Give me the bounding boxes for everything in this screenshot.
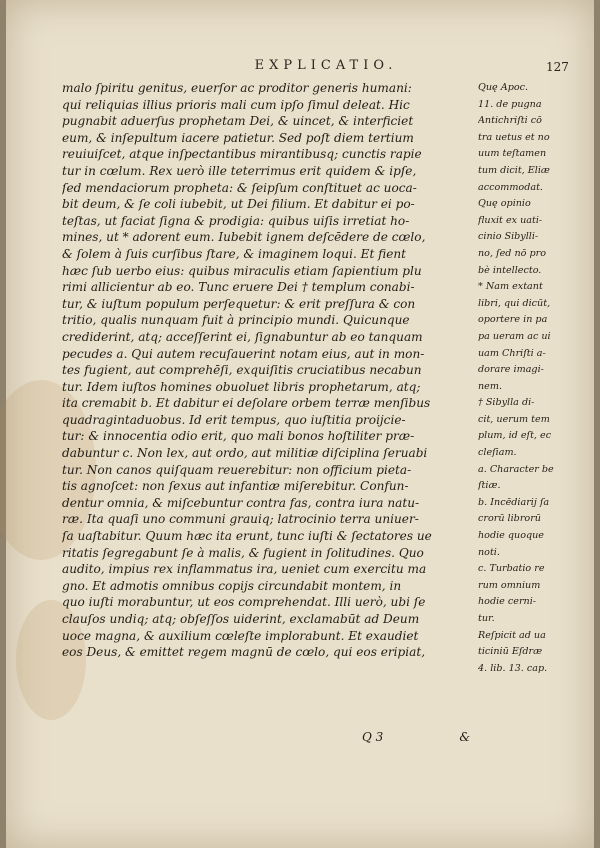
margin-note <box>478 80 590 196</box>
margin-note-line: nem. <box>478 380 503 392</box>
text-line: tur. Idem iuſtos homines obuoluet libris prophetarum, atq; <box>62 379 421 394</box>
text-line: ritatis ſegregabunt ſe à malis, & fugient in ſolitudines. Quo <box>62 545 424 560</box>
margin-note-line: plum, id eſt, ec <box>478 430 552 442</box>
margin-note <box>478 628 590 678</box>
margin-note <box>478 561 590 627</box>
margin-note-line: noti. <box>478 546 500 558</box>
margin-note <box>478 462 590 495</box>
text-line: tritio, qualis nunquam fuit à principio mundi. Quicunque <box>62 313 410 328</box>
margin-note-line: accommodat. <box>478 181 543 193</box>
text-line: hæc ſub uerbo eius: quibus miraculis etiam ſapientium plu <box>62 263 422 278</box>
margin-note-line: tur. <box>478 613 495 624</box>
text-line: mines, ut * adorent eum. Iubebit ignem deſcēdere de cœlo, <box>62 230 426 245</box>
text-line: tur: & innocentia odio erit, quo mali bonos hoſtiliter præ- <box>62 429 415 444</box>
margin-note-line: oportere in pa <box>478 314 548 326</box>
main-text-block <box>62 80 472 661</box>
text-line: pecudes a. Qui autem recuſauerint notam eius, aut in mon- <box>62 346 425 361</box>
margin-note-line: ticiniū Eſdræ <box>478 646 543 658</box>
text-line: ſa uaſtabitur. Quum hæc ita erunt, tunc iuſti & ſectatores ue <box>62 529 432 544</box>
running-title: EXPLICATIO. <box>254 58 398 73</box>
text-line: tur, & iuſtum populum perſequetur: & erit preſſura & con <box>62 296 416 311</box>
margin-note-line: fluxit ex uati- <box>478 214 543 226</box>
margin-note-line: Antichriſti cō <box>478 115 542 127</box>
text-line: pugnabit aduerſus prophetam Dei, & uincet, & interficiet <box>62 114 414 129</box>
text-line: tur. Non canos quiſquam reuerebitur: non officium pieta- <box>62 462 412 477</box>
margin-note-line: tum dicit, Eliæ <box>478 164 550 176</box>
text-line: dentur omnia, & miſcebuntur contra fas, contra iura natu- <box>62 495 420 510</box>
text-line: tis agnoſcet: non ſexus aut infantiæ miſerebitur. Confun- <box>62 479 409 494</box>
text-line: bit deum, & ſe coli iubebit, ut Dei filium. Et dabitur ei po- <box>62 197 415 212</box>
margin-note-line: cleſiam. <box>478 447 517 459</box>
margin-note-line: hodie cerni- <box>478 596 537 608</box>
margin-note <box>478 279 590 395</box>
text-line: audito, impius rex inflammatus ira, ueniet cum exercitu ma <box>62 562 427 577</box>
text-line: eum, & inſepultum iacere patietur. Sed poſt diem tertium <box>62 130 414 145</box>
text-line: ita cremabit b. Et dabitur ei deſolare orbem terræ menſibus <box>62 396 431 411</box>
text-line: rimi allicientur ab eo. Tunc eruere Dei † templum conabi- <box>62 280 415 295</box>
margin-note-line: hodie quoque <box>478 530 544 542</box>
text-line: gno. Et admotis omnibus copijs circundabit montem, in <box>62 578 402 593</box>
margin-note <box>478 196 590 279</box>
text-line: clauſos undiq; atq; obſeſſos uiderint, exclamabūt ad Deum <box>62 612 420 626</box>
margin-note-line: 4. lib. 13. cap. <box>478 662 548 674</box>
text-line: ſed mendaciorum propheta: & ſeipſum conſtituet ac uoca- <box>62 180 417 195</box>
text-line: ræ. Ita quaſi uno communi grauiq; latrocinio terra uniuer- <box>62 512 419 527</box>
text-line: tur in cœlum. Rex uerò ille teterrimus erit quidem & ipſe, <box>62 163 417 178</box>
margin-note-line: pa ueram ac ui <box>478 330 551 342</box>
margin-note-line: Reſpicit ad ua <box>478 629 546 641</box>
text-line: dabuntur c. Non lex, aut ordo, aut militiæ diſciplina ſeruabi <box>62 446 428 461</box>
folio-number: 127 <box>546 60 569 74</box>
text-line: quo iuſti morabuntur, ut eos comprehendat. Illi uerò, ubi ſe <box>62 595 426 610</box>
text-line: uoce magna, & auxilium cœleſte implorabunt. Et exaudiet <box>62 628 419 643</box>
text-line: quadragintaduobus. Id erit tempus, quo iuſtitia proijcie- <box>62 412 406 427</box>
text-line: reuiuiſcet, atque inſpectantibus mirantibusq; cunctis rapie <box>62 147 422 162</box>
margin-note-line: libri, qui dicūt, <box>478 297 551 309</box>
margin-note-line: 11. de pugna <box>478 98 542 110</box>
margin-note-line: rum omnium <box>478 579 541 591</box>
catchword: & <box>459 730 470 744</box>
margin-note-line: cinio Sibylli- <box>478 231 539 243</box>
margin-note-line: uum teſtamen <box>478 148 547 160</box>
text-line: tes fugient, aut comprehēſi, exquiſitis cruciatibus necabun <box>62 363 422 378</box>
book-page <box>6 0 594 848</box>
margin-note-line: ſtiæ. <box>478 480 501 492</box>
text-line: malo ſpiritu genitus, euerſor ac proditor generis humani: <box>62 81 412 95</box>
text-line: qui reliquias illius prioris mali cum ipſo ſimul deleat. Hic <box>62 97 410 112</box>
margin-note-line: tra uetus et no <box>478 131 550 143</box>
margin-note <box>478 495 590 561</box>
signature-mark: Q 3 <box>362 730 384 744</box>
page-footer <box>62 730 472 748</box>
margin-note-line: no, ſed nō pro <box>478 247 546 259</box>
margin-note-line: b. Incēdiarij ſa <box>478 496 550 508</box>
text-line: crediderint, atq; acceſſerint ei, ſignabuntur ab eo tanquam <box>62 329 423 344</box>
margin-note <box>478 395 590 461</box>
text-line: teſtas, ut faciat ſigna & prodigia: quibus uiſis irretiat ho- <box>62 213 410 228</box>
margin-note-line: c. Turbatio re <box>478 563 545 575</box>
margin-note-line: Quę opinio <box>478 198 531 210</box>
margin-note-line: a. Character be <box>478 463 554 475</box>
margin-note-line: crorū librorū <box>478 513 541 525</box>
marginal-notes <box>478 80 590 677</box>
margin-note-line: dorare imagi- <box>478 364 544 376</box>
margin-note-line: Quę Apoc. <box>478 82 529 93</box>
margin-note-line: uam Chriſti a- <box>478 347 546 359</box>
text-line: & ſolem à ſuis curſibus ſtare, & imaginem loqui. Et fient <box>62 246 407 261</box>
margin-note-line: bè intellecto. <box>478 264 542 276</box>
margin-note-line: * Nam extant <box>478 281 543 293</box>
text-line: eos Deus, & emittet regem magnū de cœlo, qui eos eripiat, <box>62 645 426 660</box>
margin-note-line: † Sibylla di- <box>478 397 535 409</box>
margin-note-line: cit, uerum tem <box>478 413 550 425</box>
